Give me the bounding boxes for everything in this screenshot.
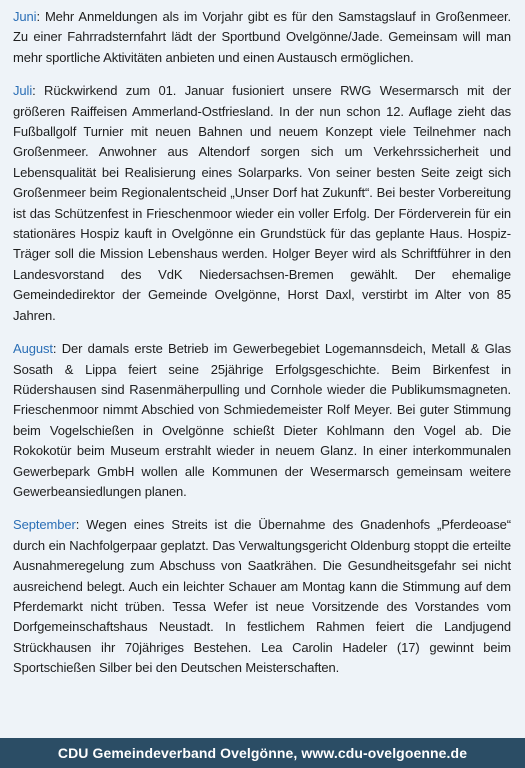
section-text-june: : Mehr Anmeldungen als im Vorjahr gibt es für den Samstagslauf in Großenmeer. Zu einer Fahrradsternfahrt lädt der Sportbund Ovelgönne/Jade. Gemeinsam will man mehr sportliche Aktivitäten anbieten und einen Austausch ermöglichen. <box>13 9 511 65</box>
section-text-august: : Der damals erste Betrieb im Gewerbegebiet Logemannsdeich, Metall & Glas Sosath & Lippa feiert seine 25jährige Erfolgsgeschichte. Beim Birkenfest in Rüdershausen sind Rasenmäherpulling und Cornhole wieder die Publikumsmagneten. Frieschenmoor nimmt Abschied von Schmiedemeister Rolf Meyer. Bei guter Stimmung beim Vogelschießen in Ovelgönne schießt Dieter Kohlmann den Vogel ab. Die Rokokotür beim Museum erstrahlt wieder in neuem Glanz. In einer interkommunalen Gewerbepark GmbH wollen alle Kommunen der Wesermarsch gemeinsam weitere Gewerbeansiedlungen planen. <box>13 341 511 499</box>
section-text-september: : Wegen eines Streits ist die Übernahme des Gnadenhofs „Pferdeoase“ durch ein Nachfolgerpaar geplatzt. Das Verwaltungsgericht Oldenburg stoppt die erteilte Ausnahmeregelung zum Abschuss von Saatkrähen. Die Gesundheitsgefahr sei nicht ausreichend belegt. Auch ein leichter Schauer am Montag kann die Stimmung auf dem Pferdemarkt nicht trüben. Tessa Wefer ist neue Vorsitzende des Vorstandes vom Dorfgemeinschaftshaus Neustadt. In festlichem Rahmen feiert die Landjugend Strückhausen ihr 70jähriges Bestehen. Lea Carolin Hadeler (17) gewinnt beim Sportschießen Silber bei den Deutschen Meisterschaften. <box>13 517 511 676</box>
section-text-july: : Rückwirkend zum 01. Januar fusioniert unsere RWG Wesermarsch mit der größeren Raiffeisen Ammerland-Ostfriesland. In der nun schon 12. Auflage zieht das Fußballgolf Turnier mit neuen Bahnen und neuem Konzept viele Teilnehmer nach Großenmeer. Anwohner aus Altendorf sorgen sich um Verkehrssicherheit und Lebensqualität bei Realisierung eines Solarparks. Von seiner besten Seite zeigt sich Großenmeer beim Regionalentscheid „Unser Dorf hat Zukunft“. Bei bester Vorbereitung ist das Schützenfest in Frieschenmoor wieder ein voller Erfolg. Der Förderverein für ein stationäres Hospiz kauft in Ovelgönne ein Grundstück für das geplante Haus. Hospiz-Träger soll die Mission Lebenshaus werden. Holger Beyer wird als Schriftführer in den Landesvorstand des VdK Niedersachsen-Bremen gewählt. Der ehemalige Gemeindedirektor der Gemeinde Ovelgönne, Horst Daxl, verstirbt im Alter von 85 Jahren. <box>13 83 511 323</box>
month-label-september: September <box>13 517 76 533</box>
footer-banner <box>0 738 525 768</box>
section-september <box>13 515 511 678</box>
section-june <box>13 7 511 68</box>
footer-text: CDU Gemeindeverband Ovelgönne, www.cdu-ovelgoenne.de <box>57 745 468 761</box>
month-label-june: Juni <box>13 9 37 24</box>
section-july <box>13 81 511 326</box>
month-label-august: August <box>13 341 53 357</box>
month-label-july: Juli <box>13 83 33 99</box>
section-august <box>13 339 511 502</box>
